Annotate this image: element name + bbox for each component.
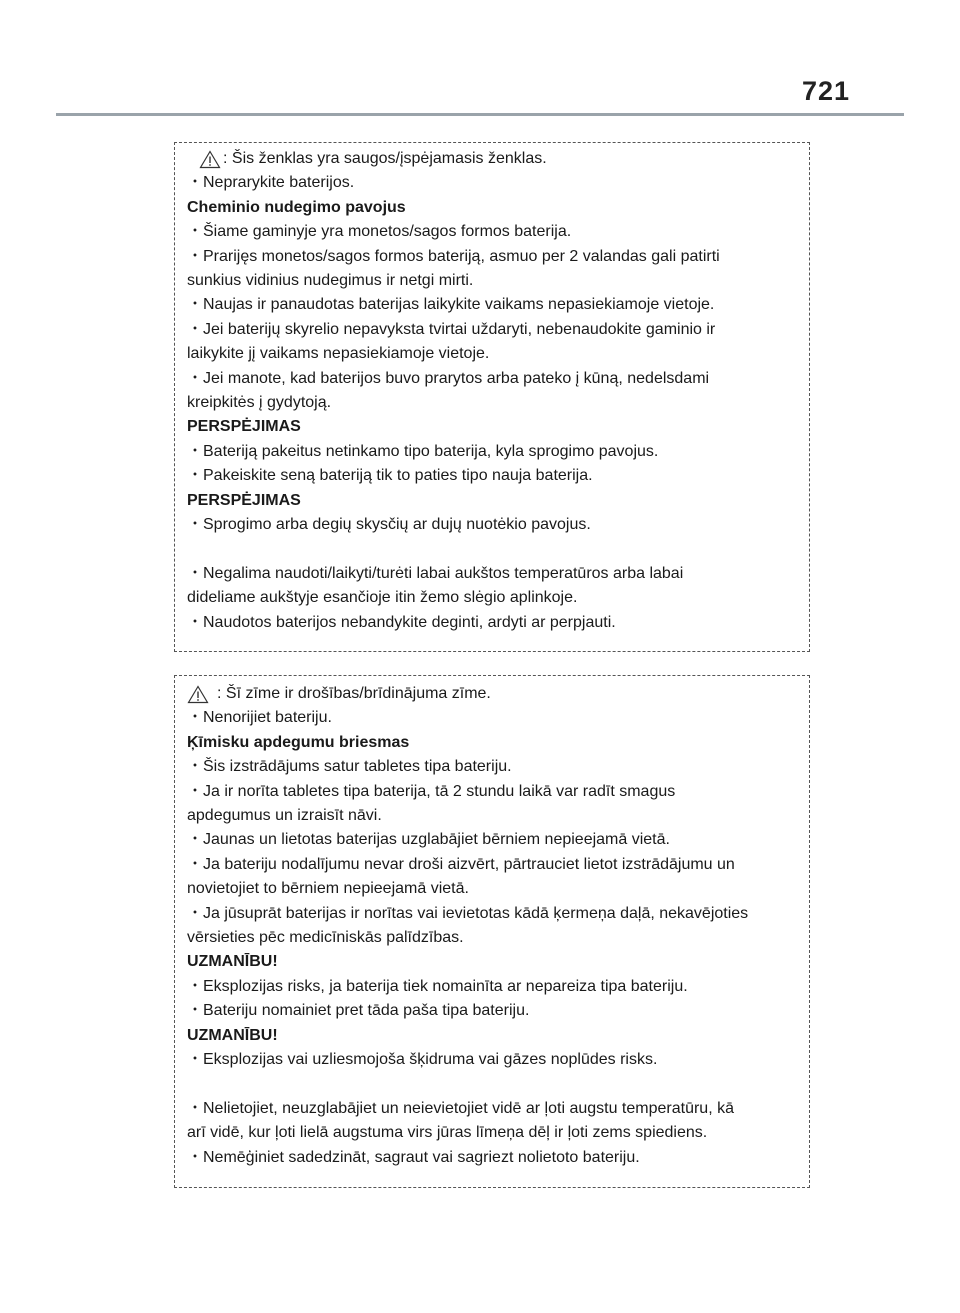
- text-line: kreipkitės į gydytoją.: [187, 394, 332, 412]
- section-heading: UZMANĪBU!: [187, 953, 278, 971]
- warning-box-lithuanian: [174, 142, 810, 652]
- text-line: ・Prarijęs monetos/sagos formos bateriją, asmuo per 2 valandas gali patirti: [187, 247, 720, 265]
- text-line: ・Jaunas un lietotas baterijas uzglabājiet bērniem nepieejamā vietā.: [187, 831, 670, 849]
- text-line: ・Nenorijiet bateriju.: [187, 709, 332, 727]
- text-line: ・Jei baterijų skyrelio nepavyksta tvirtai uždaryti, nebenaudokite gaminio ir: [187, 320, 716, 338]
- text-line: ・Eksplozijas risks, ja baterija tiek nomainīta ar nepareiza tipa bateriju.: [187, 977, 688, 995]
- text-line: ・Nelietojiet, neuzglabājiet un neievietojiet vidē ar ļoti augstu temperatūru, kā: [187, 1099, 734, 1117]
- warning-title-row: [187, 682, 797, 706]
- section-heading: Cheminio nudegimo pavojus: [187, 198, 406, 216]
- text-line: ・Naujas ir panaudotas baterijas laikykite vaikams nepasiekiamoje vietoje.: [187, 296, 715, 314]
- text-line: dideliame aukštyje esančioje itin žemo slėgio aplinkoje.: [187, 589, 578, 607]
- text-line: laikykite jį vaikams nepasiekiamoje vietoje.: [187, 345, 490, 363]
- warning-title: : Šis ženklas yra saugos/įspėjamasis ženklas.: [223, 150, 547, 167]
- text-line: sunkius vidinius nudegimus ir netgi mirti.: [187, 272, 474, 290]
- section-heading: Ķīmisku apdegumu briesmas: [187, 733, 410, 751]
- blank-line: [187, 1073, 797, 1097]
- text-line: ・Šiame gaminyje yra monetos/sagos formos baterija.: [187, 223, 572, 241]
- text-line: ・Ja ir norīta tabletes tipa baterija, tā 2 stundu laikā var radīt smagus: [187, 782, 676, 800]
- text-line: ・Sprogimo arba degių skysčių ar dujų nuotėkio pavojus.: [187, 516, 591, 534]
- text-line: ・Šis izstrādājums satur tabletes tipa bateriju.: [187, 758, 512, 776]
- text-line: ・Naudotos baterijos nebandykite deginti, ardyti ar perpjauti.: [187, 613, 616, 631]
- section-heading: PERSPĖJIMAS: [187, 491, 301, 509]
- text-line: ・Eksplozijas vai uzliesmojoša šķidruma vai gāzes noplūdes risks.: [187, 1051, 658, 1069]
- section-heading: PERSPĖJIMAS: [187, 418, 301, 436]
- warning-triangle-icon: [199, 150, 221, 169]
- warning-title: : Šī zīme ir drošības/brīdinājuma zīme.: [217, 685, 491, 702]
- text-line: ・Nemēģiniet sadedzināt, sagraut vai sagriezt nolietoto bateriju.: [187, 1148, 640, 1166]
- text-line: ・Negalima naudoti/laikyti/turėti labai aukštos temperatūros arba labai: [187, 564, 684, 582]
- text-line: ・Bateriju nomainiet pret tāda paša tipa bateriju.: [187, 1002, 530, 1020]
- blank-line: [187, 538, 797, 562]
- page-number: 721: [801, 76, 850, 106]
- text-line: ・Ja jūsuprāt baterijas ir norītas vai ievietotas kādā ķermeņa daļā, nekavējoties: [187, 904, 749, 922]
- text-line: novietojiet to bērniem nepieejamā vietā.: [187, 880, 469, 898]
- text-line: ・Pakeiskite seną bateriją tik to paties tipo nauja baterija.: [187, 467, 593, 485]
- section-heading: UZMANĪBU!: [187, 1026, 278, 1044]
- text-line: apdegumus un izraisīt nāvi.: [187, 807, 382, 825]
- text-line: ・Bateriją pakeitus netinkamo tipo baterija, kyla sprogimo pavojus.: [187, 442, 659, 460]
- header-rule: [56, 113, 904, 116]
- warning-title-row: [187, 147, 797, 171]
- text-line: ・Neprarykite baterijos.: [187, 174, 355, 192]
- text-line: arī vidē, kur ļoti lielā augstuma virs jūras līmeņa dēļ ir ļoti zems spiediens.: [187, 1124, 708, 1142]
- text-line: ・Ja bateriju nodalījumu nevar droši aizvērt, pārtrauciet lietot izstrādājumu un: [187, 855, 735, 873]
- warning-box-latvian: [174, 675, 810, 1188]
- warning-triangle-icon: [187, 685, 209, 704]
- text-line: ・Jei manote, kad baterijos buvo prarytos arba pateko į kūną, nedelsdami: [187, 369, 710, 387]
- text-line: vērsieties pēc medicīniskās palīdzības.: [187, 929, 464, 947]
